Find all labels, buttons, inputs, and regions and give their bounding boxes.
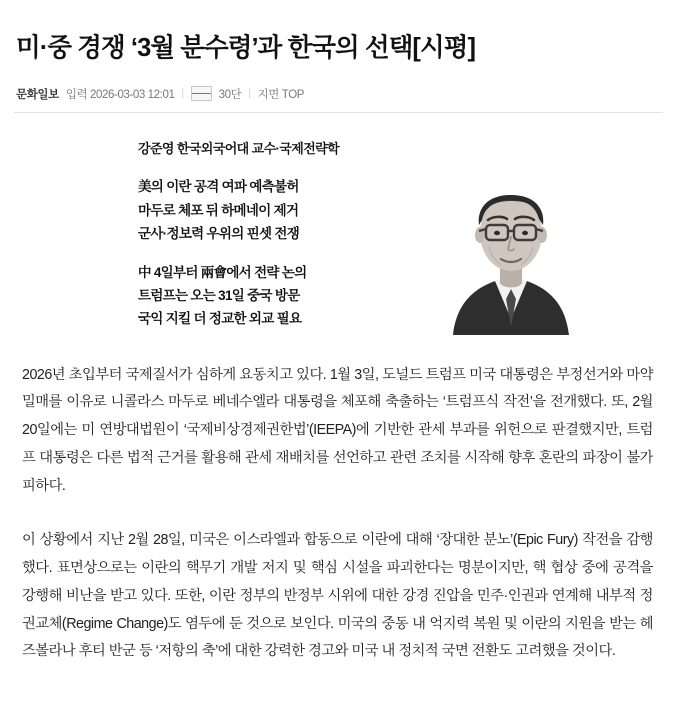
article-figure [22, 141, 657, 356]
publish-date: 입력 2026-03-03 12:01 [65, 88, 175, 101]
article-paragraph: 2026년 초입부터 국제질서가 심하게 요동치고 있다. 1월 3일, 도널드 트럼프 미국 대통령은 부정선거와 마약 밀매를 이유로 니콜라스 마두로 베네수엘라 대통령을 체포해 축출하는 ‘트럼프식 작전’을 전개했다. 또, 2월 20일에는 미 연방대법원이 ‘국제비상경제권한법’(IEEPA)에 기반한 관세 부과를 위헌으로 판결했지만, 트럼프 대통령은 다른 법적 근거를 활용해 관세 재배치를 선언하고 관련 조치를 시작해 향후 혼란의 파장이 불가피하다. [22, 366, 653, 494]
caption-line: 마두로 체포 뒤 하메네이 제거 [138, 202, 299, 218]
caption-group-2 [138, 261, 388, 331]
caption-line: 트럼프는 오는 31일 중국 방문 [138, 288, 300, 304]
figure-caption [138, 141, 388, 347]
caption-line: 美의 이란 공격 여파 예측불허 [138, 179, 299, 195]
font-size-icon[interactable] [191, 86, 212, 101]
caption-line: 국익 지킬 더 정교한 외교 필요 [138, 311, 302, 327]
caption-line: 군사·정보력 우위의 핀셋 전쟁 [138, 225, 300, 241]
page-title: 미·중 경쟁 ‘3월 분수령’과 한국의 선택[시평] [16, 34, 476, 63]
portrait-illustration [445, 167, 577, 335]
font-size-label[interactable]: 30단 [218, 88, 242, 101]
article-page [0, 17, 677, 717]
meta-separator: | [181, 88, 184, 99]
article-paragraph: 이 상황에서 지난 2월 28일, 미국은 이스라엘과 합동으로 이란에 대해 ‘장대한 분노’(Epic Fury) 작전을 감행했다. 표면상으로는 이란의 핵무기 개발 저지 및 핵심 시설을 파괴한다는 명분이지만, 핵 협상 중에 공격을 강행해 비난을 받고 있다. 또한, 이란 정부의 반정부 시위에 대한 강경 진압을 민주·인권과 연계해 내부적 정권교체(Regime Change)도 염두에 둔 것으로 보인다. 미국의 중동 내 억지력 복원 및 이란의 지원을 받는 헤즈볼라나 후티 반군 등 ‘저항의 축’에 대한 강력한 경고와 미국 내 정치적 국면 전환도 고려했을 것이다. [22, 531, 653, 660]
article-body [14, 141, 663, 667]
page-top-label[interactable]: 지면 TOP [257, 88, 305, 101]
caption-line: 中 4일부터 兩會에서 전략 논의 [138, 265, 307, 281]
caption-author: 강준영 한국외국어대 교수·국제전략학 [138, 140, 340, 156]
article-meta [14, 86, 663, 102]
meta-separator-2: | [248, 88, 251, 99]
caption-group-1 [138, 175, 388, 245]
outlet-name: 문화일보 [16, 88, 59, 101]
header-divider [14, 112, 663, 113]
